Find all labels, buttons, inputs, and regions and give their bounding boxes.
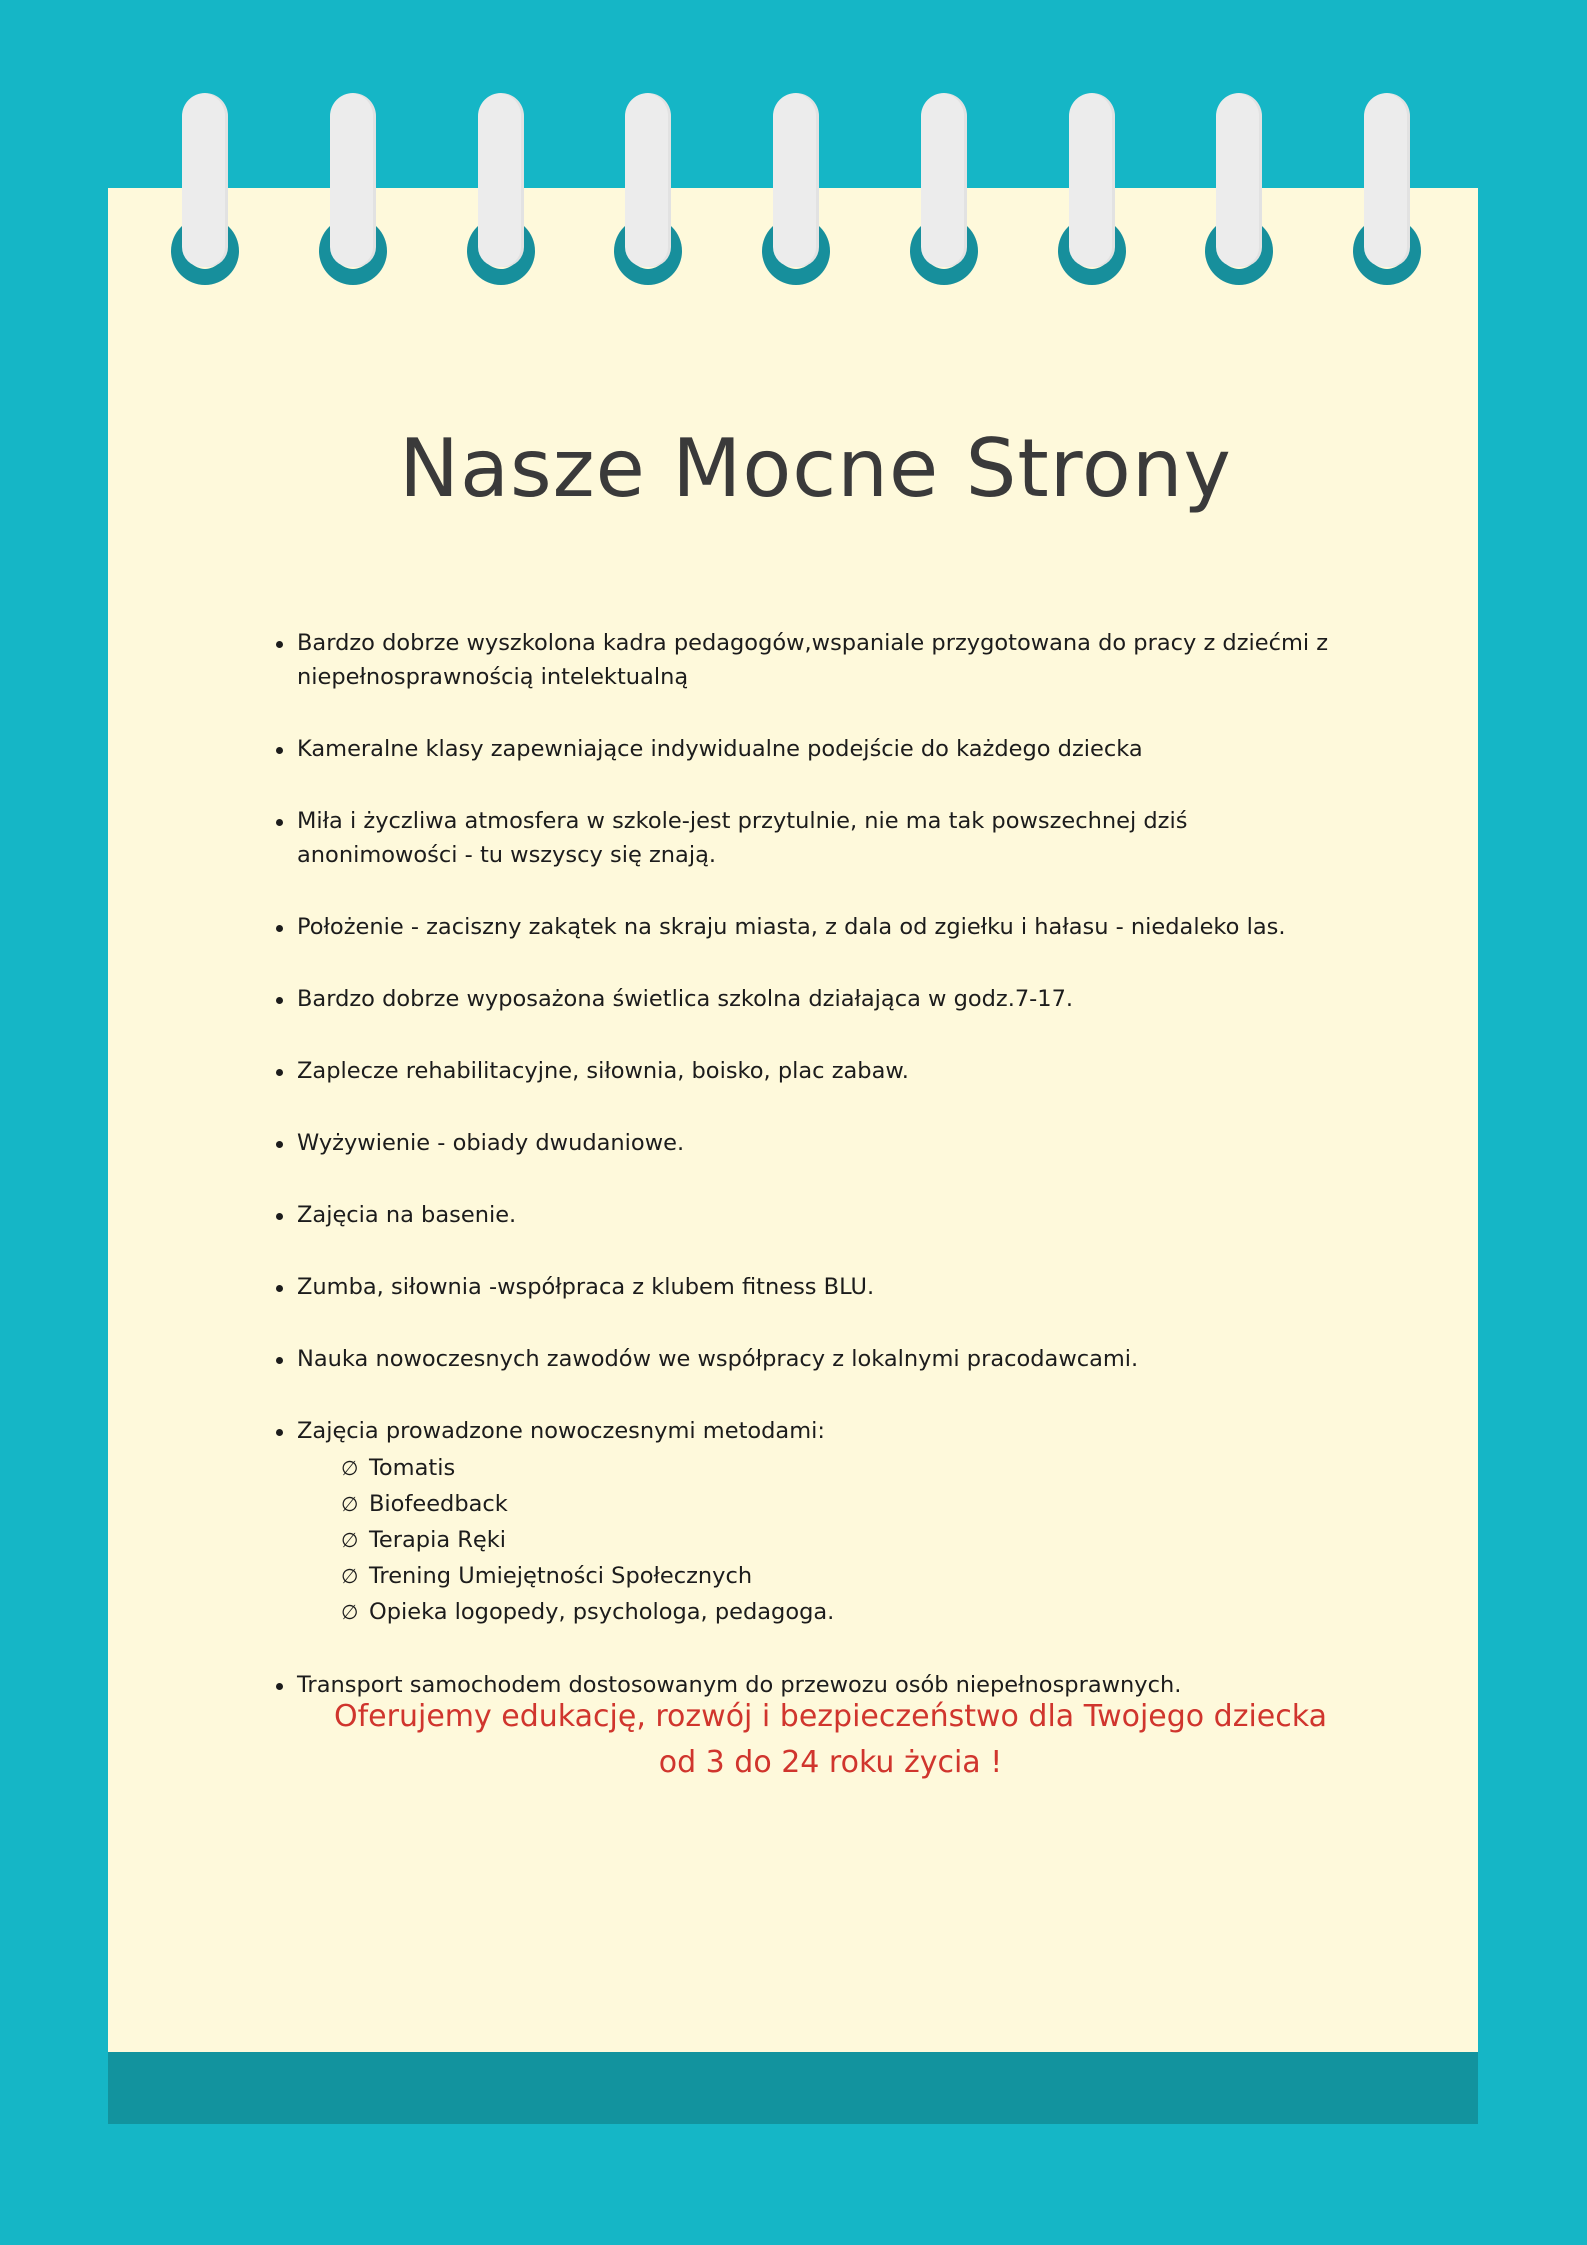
- sublist-item: ∅ Trening Umiejętności Społecznych: [341, 1558, 1385, 1594]
- spiral-ring: [1204, 93, 1274, 285]
- list-item-methods: [275, 1414, 1385, 1630]
- sublist-item: ∅ Tomatis: [341, 1450, 1385, 1486]
- list-item: Zaplecze rehabilitacyjne, siłownia, boisko, plac zabaw.: [275, 1054, 1385, 1088]
- list-item: Kameralne klasy zapewniające indywidualne podejście do każdego dziecka: [275, 732, 1385, 766]
- offer-line: Oferujemy edukację, rozwój i bezpieczeństwo dla Twojego dziecka: [334, 1699, 1327, 1734]
- sublist-item: ∅ Terapia Ręki: [341, 1522, 1385, 1558]
- sublist-item: ∅ Biofeedback: [341, 1486, 1385, 1522]
- strengths-list: [275, 626, 1385, 1702]
- sublist-item: ∅ Opieka logopedy, psychologa, pedagoga.: [341, 1594, 1385, 1630]
- list-item: Nauka nowoczesnych zawodów we współpracy z lokalnymi pracodawcami.: [275, 1342, 1385, 1376]
- list-item: Transport samochodem dostosowanym do przewozu osób niepełnosprawnych.: [275, 1668, 1385, 1702]
- spiral-ring: [1352, 93, 1422, 285]
- spiral-ring: [318, 93, 388, 285]
- page-title: Nasze Mocne Strony: [399, 422, 1232, 515]
- offer-line: od 3 do 24 roku życia !: [658, 1745, 1003, 1780]
- methods-heading: Zajęcia prowadzone nowoczesnymi metodami:: [297, 1418, 825, 1444]
- spiral-ring: [761, 93, 831, 285]
- list-item: Miła i życzliwa atmosfera w szkole-jest przytulnie, nie ma tak powszechnej dziś anonimowości - tu wszyscy się znają.: [275, 804, 1227, 872]
- spiral-ring: [466, 93, 536, 285]
- methods-sublist: [297, 1450, 1385, 1630]
- list-item: Zajęcia na basenie.: [275, 1198, 1385, 1232]
- list-item: Bardzo dobrze wyposażona świetlica szkolna działająca w godz.7-17.: [275, 982, 1385, 1016]
- offer-tagline: [108, 1694, 1553, 1786]
- notebook-bottom-band: [108, 2052, 1478, 2124]
- spiral-ring: [909, 93, 979, 285]
- spiral-ring: [1057, 93, 1127, 285]
- spiral-ring: [613, 93, 683, 285]
- spiral-ring: [170, 93, 240, 285]
- list-item: Bardzo dobrze wyszkolona kadra pedagogów,wspaniale przygotowana do pracy z dziećmi z niepełnosprawnością intelektualną: [275, 626, 1385, 694]
- list-item: Wyżywienie - obiady dwudaniowe.: [275, 1126, 1385, 1160]
- list-item: Zumba, siłownia -współpraca z klubem fitness BLU.: [275, 1270, 1385, 1304]
- list-item: Położenie - zaciszny zakątek na skraju miasta, z dala od zgiełku i hałasu - niedaleko las.: [275, 910, 1385, 944]
